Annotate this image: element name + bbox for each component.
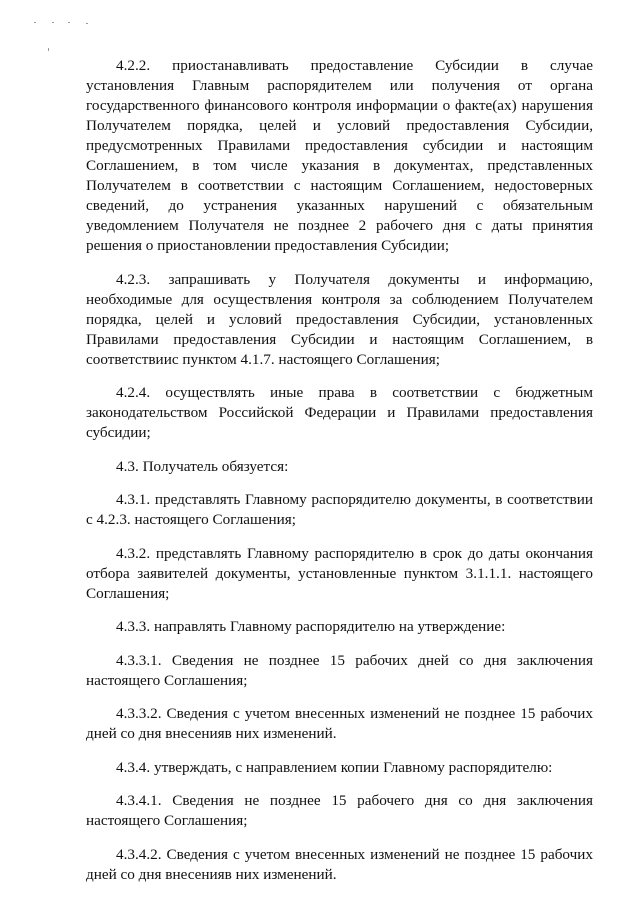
- paragraph-4-2-4: 4.2.4. осуществлять иные права в соответствии с бюджетным законодательством Российской Федерации и Правилами предоставления субсидии;: [86, 384, 593, 441]
- paragraph-4-3-4-1: 4.3.4.1. Сведения не позднее 15 рабочего дня со дня заключения настоящего Соглашения;: [86, 792, 593, 829]
- scan-artifact-marks: [34, 22, 94, 52]
- paragraph-4-3-1: 4.3.1. представлять Главному распорядителю документы, в соответствии с 4.2.3. настоящего Соглашения;: [86, 491, 593, 528]
- paragraph-4-3-4-2: 4.3.4.2. Сведения с учетом внесенных изменений не позднее 15 рабочих дней со дня внесенияв них изменений.: [86, 845, 593, 883]
- paragraph-4-3-3-1: 4.3.3.1. Сведения не позднее 15 рабочих дней со дня заключения настоящего Соглашения;: [86, 651, 593, 689]
- paragraph-4-3-2: 4.3.2. представлять Главному распорядителю в срок до даты окончания отбора заявителей документы, установленные пунктом 3.1.1.1. настоящего Соглашения;: [86, 544, 593, 602]
- paragraph-4-3-3: 4.3.3. направлять Главному распорядителю на утверждение:: [116, 618, 506, 635]
- paragraph-4-2-2: 4.2.2. приостанавливать предоставление Субсидии в случае установления Главным распорядителем или получения от органа государственного финансового контроля информации о факте(ах) нарушения Получателем порядка, целей и условий предоставления Субсидии, предусмотренных Правилами предоставления субсидии и настоящим Соглашением, в том числе указания в документах, представленных Получателем в соответствии с настоящим Соглашением, недостоверных сведений, до устранения указанных нарушений с обязательным уведомлением Получателя не позднее 2 рабочего дня с даты принятия решения о приостановлении предоставления Субсидии;: [86, 57, 593, 254]
- document-page: [86, 56, 593, 898]
- paragraph-4-3: 4.3. Получатель обязуется:: [116, 457, 289, 475]
- paragraph-4-2-3: 4.2.3. запрашивать у Получателя документы и информацию, необходимые для осуществления контроля за соблюдением Получателем порядка, целей и условий предоставления Субсидии, установленных Правилами предоставления Субсидии и настоящим Соглашением, в соответствиис пунктом 4.1.7. настоящего Соглашения;: [86, 270, 593, 368]
- paragraph-4-3-4: 4.3.4. утверждать, с направлением копии Главному распорядителю:: [116, 758, 553, 776]
- paragraph-4-3-3-2: 4.3.3.2. Сведения с учетом внесенных изменений не позднее 15 рабочих дней со дня внесенияв них изменений.: [86, 705, 593, 742]
